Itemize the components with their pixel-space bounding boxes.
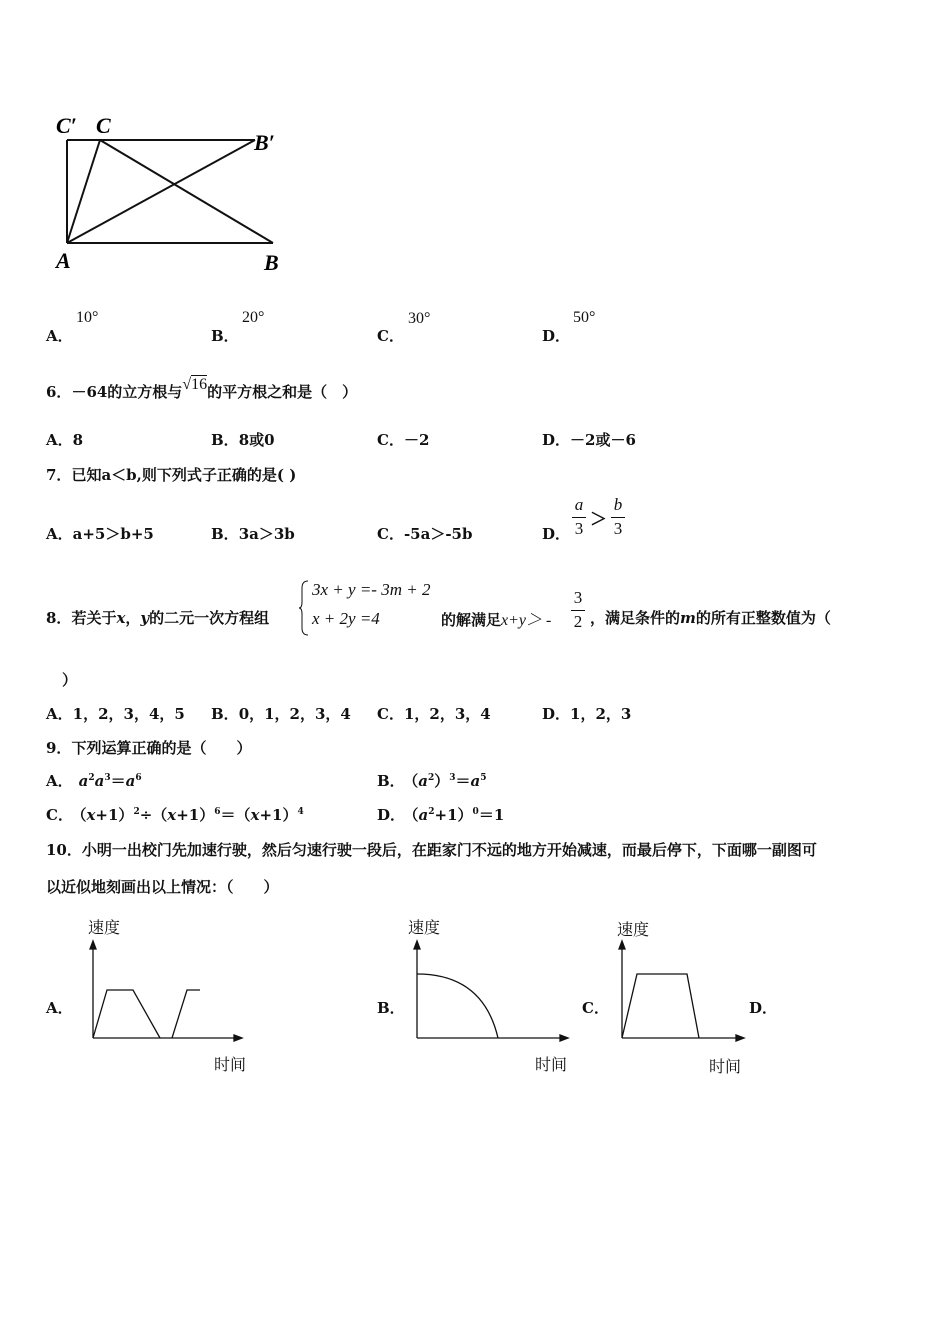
option-a: A．1，2，3，4，5 <box>46 705 185 723</box>
question-8-stem-part2: ，满足条件的m的所有正整数值为（ <box>590 609 831 627</box>
option-c-letter: C． <box>582 999 609 1017</box>
option-d-letter: D． <box>749 999 778 1017</box>
graph-b <box>408 938 578 1048</box>
point-b-prime: B′ <box>254 130 275 155</box>
question-9-stem: 9．下列运算正确的是（ ） <box>46 739 252 757</box>
question-8-close: ） <box>62 671 78 689</box>
option-a-expression: $a^2a^3=a^6$ <box>78 772 142 790</box>
y-axis-label: 速度 <box>88 918 121 937</box>
point-c: C <box>96 113 111 138</box>
option-d-letter: D． <box>542 525 571 543</box>
option-value: 50° <box>573 309 596 326</box>
question-10-line1: 10．小明一出校门先加速行驶，然后匀速行驶一段后，在距家门不远的地方开始减速，而最后停下，下面哪一副图可 <box>46 841 817 859</box>
question-number: 6． <box>46 383 72 401</box>
point-b: B <box>264 250 279 275</box>
option-c: C．1，2，3，4 <box>377 705 491 723</box>
equation-2: x + 2y =4 <box>312 609 380 628</box>
rotation-figure <box>50 110 290 275</box>
fraction: $\frac{b}{3}$ <box>611 496 625 538</box>
option-d-expression: $(a^2+1)^0=1$ <box>411 806 505 824</box>
option-a: A．a+5＞b+5 <box>46 525 154 543</box>
option-letter: D． <box>542 327 571 345</box>
question-text: －64的立方根与 <box>71 383 183 401</box>
question-10-line2: 以近似地刻画出以上情况：（ ） <box>46 878 279 896</box>
option-c: C． $(x+1)^2\div(x+1)^6=(x+1)^4$ <box>46 806 304 824</box>
fraction: $\frac{a}{3}$ <box>572 496 586 538</box>
x-axis-label: 时间 <box>214 1055 247 1074</box>
question-8-stem-part1: 8．若关于x，y的二元一次方程组 <box>46 609 270 627</box>
option-c: C．－2 <box>377 431 430 449</box>
y-axis-label: 速度 <box>408 918 441 937</box>
x-axis-label: 时间 <box>535 1055 568 1074</box>
option-letter: C． <box>377 327 404 345</box>
option-b-expression: $(a^2)^3=a^5$ <box>410 772 487 790</box>
equation-1: 3x + y =- 3m + 2 <box>312 580 431 599</box>
option-b: B． $(a^2)^3=a^5$ <box>377 772 487 790</box>
option-a-letter: A． <box>46 999 73 1017</box>
sqrt-expression: √16 <box>182 376 208 393</box>
option-b: B．8或0 <box>211 431 275 449</box>
x-axis-label: 时间 <box>709 1057 742 1076</box>
option-b: B．0，1，2，3，4 <box>211 705 351 723</box>
option-letter: A． <box>46 327 73 345</box>
brace-icon <box>298 580 310 636</box>
option-d: D．－2或－6 <box>542 431 636 449</box>
option-c-expression: $(x+1)^2\div(x+1)^6=(x+1)^4$ <box>78 806 304 824</box>
question-text: 的平方根之和是（ ） <box>207 383 358 401</box>
question-6-stem <box>46 376 358 402</box>
question-8-condition: 的解满足x+y＞ - <box>441 611 552 629</box>
option-d: D．1，2，3 <box>542 705 632 723</box>
option-b-letter: B． <box>377 999 405 1017</box>
option-value: 20° <box>242 309 265 326</box>
option-a: A．8 <box>46 431 84 449</box>
option-a: A． $a^2a^3=a^6$ <box>46 772 142 790</box>
option-value: 10° <box>76 309 99 326</box>
option-d: D． $(a^2+1)^0=1$ <box>377 806 505 824</box>
option-c: C．-5a＞-5b <box>377 525 473 543</box>
question-7-stem: 7．已知a＜b,则下列式子正确的是( ) <box>46 466 297 484</box>
graph-a <box>80 938 250 1048</box>
point-c-prime: C′ <box>56 113 77 138</box>
option-d-expression: $\frac{a}{3}$ ＞ $\frac{b}{3}$ <box>572 496 625 538</box>
condition-fraction: $\frac{3}{2}$ <box>571 589 585 631</box>
option-letter: B． <box>211 327 239 345</box>
graph-c <box>612 938 752 1048</box>
y-axis-label: 速度 <box>617 920 650 939</box>
option-value: 30° <box>408 310 431 327</box>
point-a: A <box>56 248 71 273</box>
option-b: B．3a＞3b <box>211 525 295 543</box>
